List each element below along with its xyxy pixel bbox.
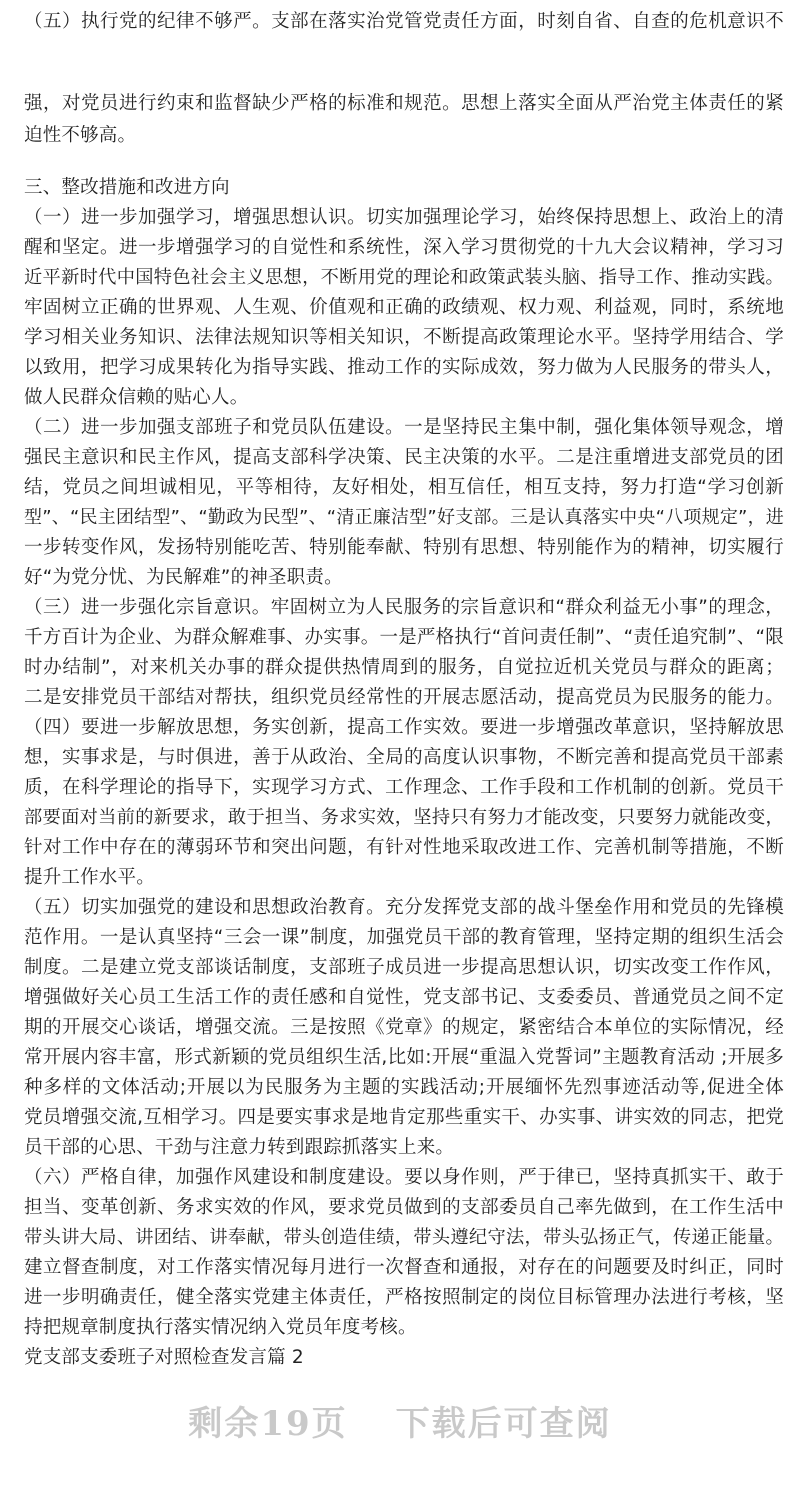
text-line: 结，党员之间坦诚相见，平等相待，友好相处，相互信任，相互支持，努力打造“学习创新 <box>24 477 784 498</box>
text-line: （一）进一步加强学习，增强思想认识。切实加强理论学习，始终保持思想上、政治上的清 <box>24 207 784 228</box>
text-line: （五）执行党的纪律不够严。支部在落实治党管党责任方面，时刻自省、自查的危机意识不 <box>24 11 784 32</box>
text-line: 以致用，把学习成果转化为指导实践、推动工作的实际成效，努力做为人民服务的带头人， <box>24 357 784 378</box>
text-line: 党支部支委班子对照检查发言篇 2 <box>24 1347 304 1368</box>
text-line: （五）切实加强党的建设和思想政治教育。充分发挥党支部的战斗堡垒作用和党员的先锋模 <box>24 897 784 918</box>
text-line: 型”、“民主团结型”、“勤政为民型”、“清正廉洁型”好支部。三是认真落实中央“八项规定”，进 <box>24 507 784 528</box>
text-line: （四）要进一步解放思想，务实创新，提高工作实效。要进一步增强改革意识，坚持解放思 <box>24 717 784 738</box>
text-line: 千方百计为企业、为群众解难事、办实事。一是严格执行“首问责任制”、“责任追究制”、“限 <box>24 627 784 648</box>
text-line: 想，实事求是，与时俱进，善于从政治、全局的高度认识事物，不断完善和提高党员干部素 <box>24 747 784 768</box>
text-line: 学习相关业务知识、法律法规知识等相关知识，不断提高政策理论水平。坚持学用结合、学 <box>24 327 784 348</box>
text-line: 持把规章制度执行落实情况纳入党员年度考核。 <box>24 1317 417 1338</box>
text-line: 三、整改措施和改进方向 <box>24 177 230 198</box>
text-line: 常开展内容丰富，形式新颖的党员组织生活,比如:开展“重温入党誓词”主题教育活动 ;开展多 <box>24 1047 784 1068</box>
text-line: 担当、变革创新、务求实效的作风，要求党员做到的支部委员自己率先做到，在工作生活中 <box>24 1197 784 1218</box>
text-line: 近平新时代中国特色社会主义思想，不断用党的理论和政策武装头脑、指导工作、推动实践。 <box>24 267 784 288</box>
text-line: 强，对党员进行约束和监督缺少严格的标准和规范。思想上落实全面从严治党主体责任的紧 <box>24 93 784 114</box>
download-prompt[interactable] <box>0 1396 800 1445</box>
text-line: 员干部的心思、干劲与注意力转到跟踪抓落实上来。 <box>24 1137 455 1158</box>
text-line: 二是安排党员干部结对帮扶，组织党员经常性的开展志愿活动，提高党员为民服务的能力。 <box>24 687 784 708</box>
text-line: 制度。二是建立党支部谈话制度，支部班子成员进一步提高思想认识，切实改变工作作风， <box>24 957 784 978</box>
text-line: 迫性不够高。 <box>24 125 137 146</box>
text-line: 提升工作水平。 <box>24 867 155 888</box>
text-line: 强民主意识和民主作风，提高支部科学决策、民主决策的水平。二是注重增进支部党员的团 <box>24 447 784 468</box>
text-line: 建立督查制度，对工作落实情况每月进行一次督查和通报，对存在的问题要及时纠正，同时 <box>24 1257 784 1278</box>
text-line: 种多样的文体活动;开展以为民服务为主题的实践活动;开展缅怀先烈事迹活动等,促进全体 <box>24 1077 784 1098</box>
text-line: 期的开展交心谈话，增强交流。三是按照《党章》的规定，紧密结合本单位的实际情况，经 <box>24 1017 784 1038</box>
text-line: （二）进一步加强支部班子和党员队伍建设。一是坚持民主集中制，强化集体领导观念，增 <box>24 417 784 438</box>
text-line: 醒和坚定。进一步增强学习的自觉性和系统性，深入学习贯彻党的十九大会议精神，学习习 <box>24 237 784 258</box>
text-line: 党员增强交流,互相学习。四是要实事求是地肯定那些重实干、办实事、讲实效的同志，把党 <box>24 1107 784 1128</box>
text-line: 好“为党分忧、为民解难”的神圣职责。 <box>24 567 343 588</box>
text-line: 做人民群众信赖的贴心人。 <box>24 387 249 408</box>
text-line: （六）严格自律，加强作风建设和制度建设。要以身作则，严于律已，坚持真抓实干、敢于 <box>24 1167 784 1188</box>
download-to-view-label[interactable]: 下载后可查阅 <box>395 1404 612 1444</box>
text-line: 进一步明确责任，健全落实党建主体责任，严格按照制定的岗位目标管理办法进行考核，坚 <box>24 1287 784 1308</box>
text-line: 范作用。一是认真坚持“三会一课”制度，加强党员干部的教育管理，坚持定期的组织生活会 <box>24 927 784 948</box>
text-line: 增强做好关心员工生活工作的责任感和自觉性，党支部书记、支委委员、普通党员之间不定 <box>24 987 784 1008</box>
text-line: 牢固树立正确的世界观、人生观、价值观和正确的政绩观、权力观、利益观，同时，系统地 <box>24 297 784 318</box>
text-line: 时办结制”，对来机关办事的群众提供热情周到的服务，自觉拉近机关党员与群众的距离； <box>24 657 784 678</box>
text-line: 部要面对当前的新要求，敢于担当、务求实效，坚持只有努力才能改变，只要努力就能改变， <box>24 807 784 828</box>
text-line: 针对工作中存在的薄弱环节和突出问题，有针对性地采取改进工作、完善机制等措施，不断 <box>24 837 784 858</box>
text-line: 质，在科学理论的指导下，实现学习方式、工作理念、工作手段和工作机制的创新。党员干 <box>24 777 784 798</box>
text-line: （三）进一步强化宗旨意识。牢固树立为人民服务的宗旨意识和“群众利益无小事”的理念， <box>24 597 784 618</box>
text-line: 带头讲大局、讲团结、讲奉献，带头创造佳绩，带头遵纪守法，带头弘扬正气，传递正能量。 <box>24 1227 784 1248</box>
text-line: 一步转变作风，发扬特别能吃苦、特别能奉献、特别有思想、特别能作为的精神，切实履行 <box>24 537 784 558</box>
remaining-pages-label: 剩余19页 <box>188 1404 348 1444</box>
